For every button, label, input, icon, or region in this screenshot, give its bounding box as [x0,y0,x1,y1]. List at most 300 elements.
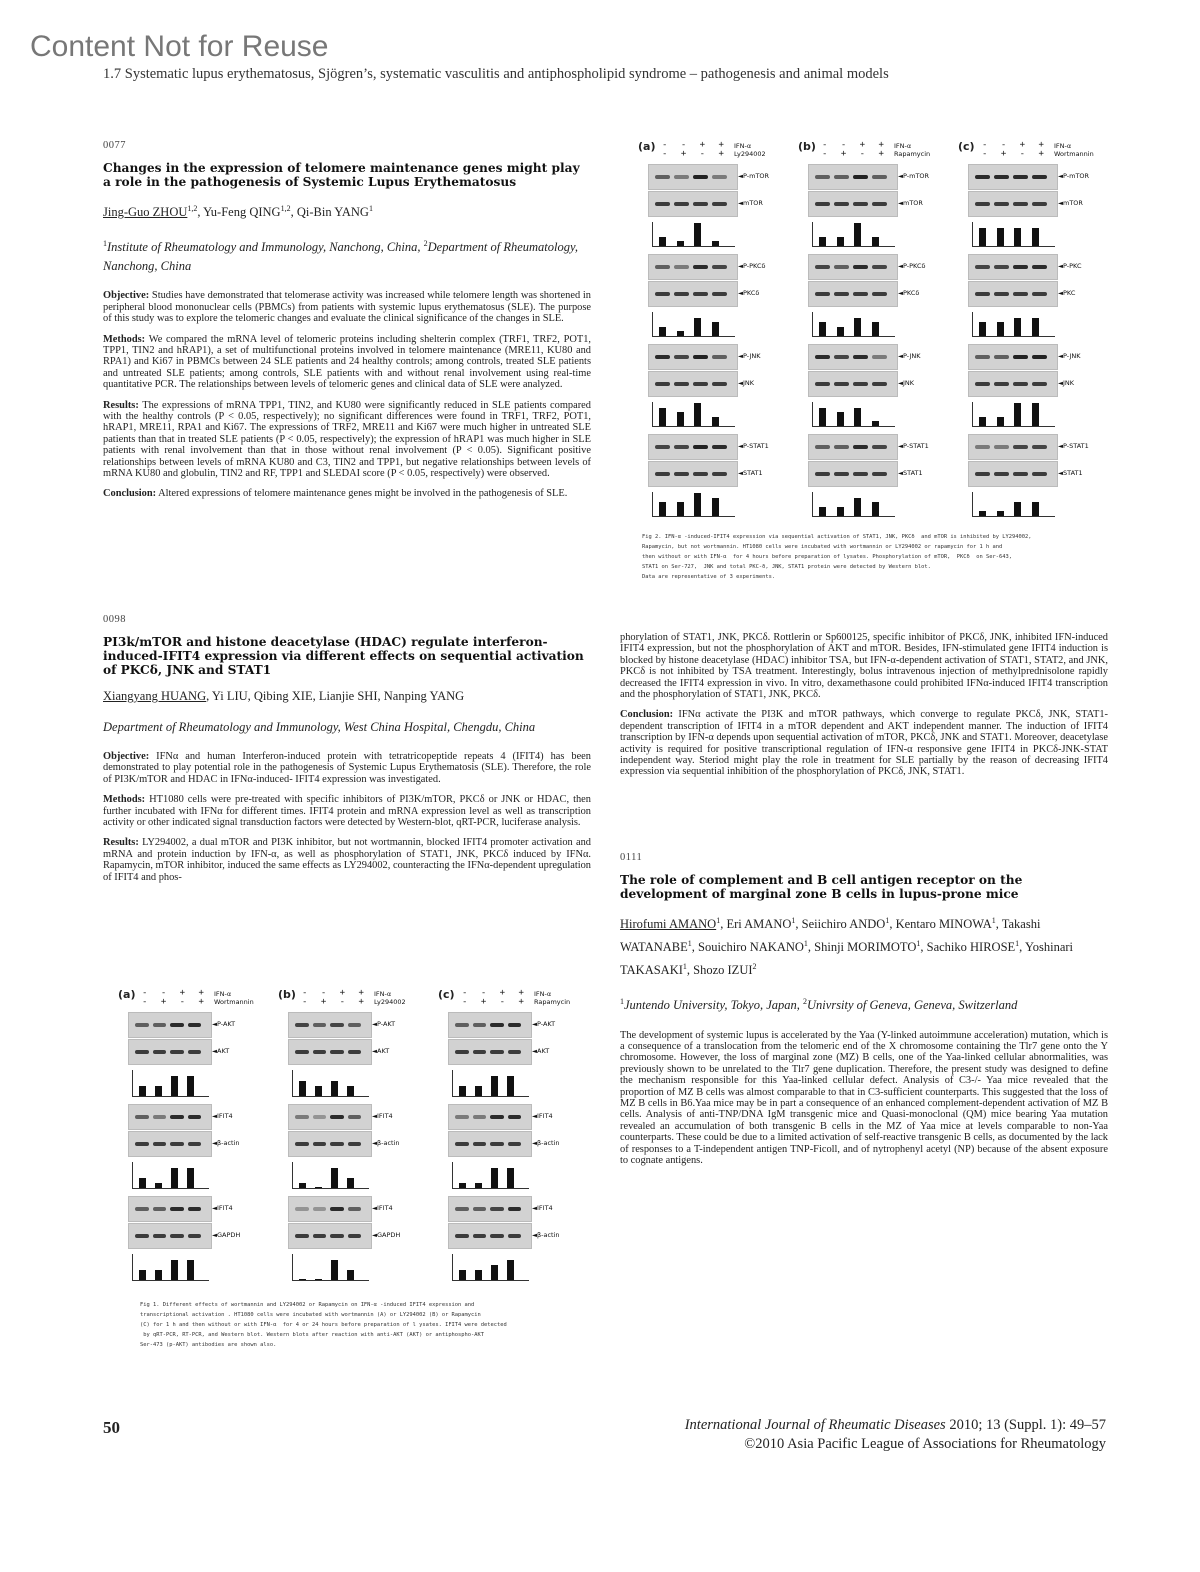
blot-band [188,1023,202,1027]
western-blot [448,1131,532,1157]
bar [475,1086,482,1096]
blot-band [170,1142,184,1146]
results-section: Results: LY294002, a dual mTOR and PI3K inhibitor, but not wortmannin, blocked IFIT4 promoter activation and mRNA and protein induction by IFN-α, as well as phosphorylation of STAT1, JNK, PKCδ induced by IFNα. Rapamycin, mTOR inhibitor, induced the same effects as LY294002, counteracting the IFNα-dependent upregulation of IFIT4 and phos- [103,837,591,883]
bar-plot [652,222,735,247]
western-blot [648,254,738,280]
blot-band [872,472,887,476]
blot-band [1032,202,1047,206]
treatment-label: IFN-α [894,142,912,150]
treatment-signs: - - + + [462,988,528,998]
blot-band [153,1234,167,1238]
blot-band [834,202,849,206]
blot-label: ◄STAT1 [738,469,763,477]
bar [1014,403,1021,426]
western-blot [448,1104,532,1130]
western-blot [648,461,738,487]
blot-band [135,1234,149,1238]
blot-band [674,472,689,476]
abstract-authors: Jing-Guo ZHOU$^{1,2}$, Yu-Feng QING$^{1,2}$, Qi-Bin YANG$^1$ [103,204,373,220]
blot-band [1032,175,1047,179]
blot-band [473,1234,487,1238]
bar [854,223,861,246]
bar [997,417,1004,426]
western-blot [968,164,1058,190]
blot-band [1032,382,1047,386]
blot-band [693,202,708,206]
western-blot [288,1012,372,1038]
bar [837,412,844,426]
blot-band [135,1207,149,1211]
bar [997,511,1004,516]
blot-band [490,1234,504,1238]
blot-band [330,1142,344,1146]
blot-label: ◄PKC [1058,289,1076,297]
panel-letter: (b) [278,988,296,1001]
western-blot [648,191,738,217]
blot-band [170,1234,184,1238]
abstract-affiliation: $^1$Juntendo University, Tokyo, Japan, $^2$Univrsity of Geneva, Geneva, Switzerland [620,997,1018,1013]
blot-label: ◄P-JNK [738,352,761,360]
blot-band [815,265,830,269]
blot-label: ◄JNK [738,379,755,387]
bar [677,412,684,426]
blot-band [153,1115,167,1119]
abstract-affiliation: $^1$Institute of Rheumatology and Immunology, Nanchong, China, $^2$Department of Rheumatology, Nanchong, China [103,239,578,274]
blot-band [655,292,670,296]
bar [659,408,666,426]
figure-2 [638,140,1108,590]
blot-label: ◄P-AKT [532,1020,556,1028]
blot-band [693,382,708,386]
bar [459,1270,466,1280]
blot-label: ◄IFIT4 [212,1112,233,1120]
abstract-id: 0098 [103,614,126,625]
blot-band [295,1115,309,1119]
running-header: 1.7 Systematic lupus erythematosus, Sjögren’s, systematic vasculitis and antiphospholipid syndrome – pathogenesis and animal models [103,66,889,82]
blot-band [693,175,708,179]
blot-band [655,265,670,269]
blot-band [490,1050,504,1054]
blot-band [1032,265,1047,269]
blot-band [975,202,990,206]
blot-band [1013,355,1028,359]
blot-band [693,472,708,476]
blot-band [330,1115,344,1119]
figure-1 [118,988,598,1288]
bar [854,408,861,426]
abstract-authors: Xiangyang HUANG, Yi LIU, Qibing XIE, Lianjie SHI, Nanping YANG [103,689,465,703]
blot-band [674,445,689,449]
abstract-title: PI3k/mTOR and histone deacetylase (HDAC) regulate interferon-induced-IFIT4 expression via different effects on sequential activation of PKCδ, JNK and STAT1 [103,635,584,677]
bar [187,1260,194,1280]
treatment-label: Rapamycin [894,150,931,158]
treatment-signs: - - + + [142,988,208,998]
blot-band [348,1207,362,1211]
blot-band [712,382,727,386]
blot-label: ◄GAPDH [372,1231,401,1239]
treatment-label: IFN-α [214,990,232,998]
abstract-0098-continued [620,632,1108,787]
blot-label: ◄P-mTOR [738,172,770,180]
blot-band [170,1023,184,1027]
bar [299,1081,306,1096]
blot-band [994,202,1009,206]
abstract-0111 [620,852,1108,1176]
blot-band [712,472,727,476]
blot-band [975,382,990,386]
western-blot [808,281,898,307]
blot-band [508,1234,522,1238]
blot-band [313,1234,327,1238]
blot-label: ◄IFIT4 [372,1204,393,1212]
blot-label: ◄P-PKCδ [738,262,766,270]
blot-band [1013,202,1028,206]
abstract-affiliation: Department of Rheumatology and Immunology, West China Hospital, Chengdu, China [103,720,536,734]
blot-band [975,265,990,269]
bar [854,318,861,336]
bar [997,322,1004,336]
blot-band [815,355,830,359]
blot-band [153,1050,167,1054]
western-blot [448,1196,532,1222]
blot-label: ◄IFIT4 [532,1112,553,1120]
blot-band [872,355,887,359]
blot-band [455,1023,469,1027]
blot-band [655,382,670,386]
bar [491,1168,498,1188]
blot-band [153,1023,167,1027]
blot-band [313,1207,327,1211]
blot-band [975,472,990,476]
blot-band [853,472,868,476]
blot-band [693,292,708,296]
treatment-label: Wortmannin [214,998,254,1006]
blot-label: ◄P-STAT1 [738,442,769,450]
bar [677,331,684,336]
bar [331,1168,338,1188]
blot-band [872,382,887,386]
blot-band [188,1050,202,1054]
blot-band [153,1142,167,1146]
bar-plot [652,492,735,517]
panel-letter: (a) [638,140,656,153]
treatment-label: Ly294002 [374,998,406,1006]
blot-band [655,355,670,359]
bar-plot [292,1162,369,1189]
blot-band [313,1142,327,1146]
blot-band [508,1115,522,1119]
bar [694,318,701,336]
blot-band [153,1207,167,1211]
blot-band [872,202,887,206]
blot-band [815,292,830,296]
western-blot [968,344,1058,370]
blot-band [1032,292,1047,296]
western-blot [808,434,898,460]
bar [694,493,701,516]
western-blot [128,1104,212,1130]
bar [171,1168,178,1188]
blot-band [853,445,868,449]
bar [331,1260,338,1280]
blot-band [712,175,727,179]
bar [187,1168,194,1188]
blot-label: ◄JNK [898,379,915,387]
bar [819,322,826,336]
western-blot [128,1012,212,1038]
bar [819,507,826,516]
blot-band [1032,472,1047,476]
bar [475,1270,482,1280]
western-blot [448,1223,532,1249]
blot-band [655,202,670,206]
blot-band [348,1142,362,1146]
blot-band [815,445,830,449]
blot-label: ◄AKT [532,1047,550,1055]
blot-band [348,1050,362,1054]
bar-plot [452,1162,529,1189]
blot-band [815,382,830,386]
bar [347,1086,354,1096]
bar [872,322,879,336]
blot-band [313,1023,327,1027]
blot-band [693,445,708,449]
bar [171,1076,178,1096]
abstract-title: Changes in the expression of telomere maintenance genes might play a role in the pathogenesis of Systemic Lupus Erythematosus [103,161,580,189]
blot-band [872,265,887,269]
blot-band [348,1115,362,1119]
bar [837,507,844,516]
blot-band [1032,355,1047,359]
bar [171,1260,178,1280]
blot-band [508,1207,522,1211]
bar [979,322,986,336]
blot-label: ◄AKT [212,1047,230,1055]
western-blot [648,344,738,370]
blot-band [330,1207,344,1211]
objective-section: Objective: IFNα and human Interferon-induced protein with tetratricopeptide repeats 4 (IFIT4) has been demonstrated to play potential role in the pathogenesis of Systemic Lupus Erythematosis (SLE). Therefore, the role of PI3K/mTOR and HDAC in IFNα-induced- IFIT4 expression was investigated. [103,751,591,785]
page-number: 50 [103,1418,120,1437]
blot-band [834,382,849,386]
treatment-signs: - + - + [462,997,528,1007]
panel-letter: (b) [798,140,816,153]
blot-band [473,1207,487,1211]
treatment-signs: - + - + [822,149,888,159]
blot-band [834,175,849,179]
blot-band [815,175,830,179]
blot-band [994,355,1009,359]
bar [187,1076,194,1096]
blot-band [994,265,1009,269]
bar [139,1086,146,1096]
western-blot [128,1223,212,1249]
blot-band [872,292,887,296]
blot-band [295,1142,309,1146]
blot-band [473,1023,487,1027]
bar-plot [292,1070,369,1097]
methods-section: Methods: HT1080 cells were pre-treated with specific inhibitors of PI3K/mTOR, PKCδ or JNK or HDAC, then further incubated with IFNα for different times. IFIT4 protein and mRNA expression level as well as transcription activity or other indicated signal transduction factors were detected by Western-blot, qRT-PCR, luciferase analysis. [103,794,591,829]
bar [459,1086,466,1096]
blot-label: ◄P-JNK [1058,352,1081,360]
western-blot [448,1039,532,1065]
blot-label: ◄P-AKT [372,1020,396,1028]
blot-label: ◄PKCδ [898,289,920,297]
blot-label: ◄β-actin [532,1139,560,1147]
bar [507,1168,514,1188]
bar [979,511,986,516]
bar-plot [812,312,895,337]
bar-plot [812,222,895,247]
bar-plot [972,312,1055,337]
bar [819,237,826,246]
blot-band [853,382,868,386]
western-blot [968,461,1058,487]
blot-label: ◄mTOR [738,199,763,207]
blot-band [313,1115,327,1119]
blot-band [170,1050,184,1054]
bar [155,1183,162,1188]
bar-plot [972,492,1055,517]
bar [491,1265,498,1280]
blot-label: ◄mTOR [1058,199,1083,207]
abstract-id: 0077 [103,140,126,151]
western-blot [968,281,1058,307]
western-blot [448,1012,532,1038]
western-blot [808,371,898,397]
blot-band [975,445,990,449]
blot-label: ◄P-JNK [898,352,921,360]
western-blot [288,1223,372,1249]
bar [347,1270,354,1280]
blot-label: ◄STAT1 [1058,469,1083,477]
treatment-signs: - + - + [142,997,208,1007]
western-blot [968,371,1058,397]
blot-band [490,1207,504,1211]
blot-band [674,382,689,386]
treatment-signs: - + - + [302,997,368,1007]
bar [299,1279,306,1280]
blot-label: ◄β-actin [372,1139,400,1147]
blot-label: ◄P-AKT [212,1020,236,1028]
blot-band [815,202,830,206]
bar [659,237,666,246]
western-blot [968,434,1058,460]
abstract-authors: Hirofumi AMANO$^1$, Eri AMANO$^1$, Seiichiro ANDO$^1$, Kentaro MINOWA$^1$, Takashi WATANABE$^1$, Souichiro NAKANO$^1$, Shinji MORIMOTO$^1$, Sachiko HIROSE$^1$, Yoshinari TAKASAKI$^1$, Shozo IZUI$^2$ [620,916,1074,978]
blot-band [188,1115,202,1119]
blot-label: ◄STAT1 [898,469,923,477]
blot-band [313,1050,327,1054]
treatment-signs: - - + + [662,140,728,150]
blot-label: ◄P-mTOR [898,172,930,180]
bar [491,1076,498,1096]
blot-band [348,1023,362,1027]
blot-band [135,1023,149,1027]
blot-label: ◄P-STAT1 [1058,442,1089,450]
bar [331,1081,338,1096]
blot-label: ◄P-STAT1 [898,442,929,450]
bar-plot [652,402,735,427]
blot-band [330,1023,344,1027]
bar-plot [972,402,1055,427]
bar [1032,502,1039,516]
abstract-title: The role of complement and B cell antigen receptor on the development of marginal zone B cells in lupus-prone mice [620,873,1023,901]
blot-band [348,1234,362,1238]
blot-band [975,355,990,359]
blot-band [853,202,868,206]
bar [677,502,684,516]
western-blot [968,191,1058,217]
bar-plot [812,402,895,427]
blot-band [674,355,689,359]
blot-band [674,202,689,206]
treatment-signs: - - + + [302,988,368,998]
bar [694,403,701,426]
blot-label: ◄IFIT4 [532,1204,553,1212]
blot-band [455,1142,469,1146]
bar [872,502,879,516]
abstract-body: The development of systemic lupus is accelerated by the Yaa (Y-linked autoimmune acceleration) mutation, which is a consequence of a translocation from the telomeric end of the X chromosome containing the Tlr7 gene onto the Y chromosome. However, the loss of marginal zone (MZ) B cells, one of the Yaa-linked cellular abnormalities, was previously shown to be unrelated to the Tlr7 gene duplication. Therefore, the present study was designed to define the mechanism responsible for this Yaa-linked cellular defect. Analysis of C3-/- Yaa mice revealed that the proportion of MZ B cells was almost comparable to that in C3-sufficient counterparts. This suggested that the loss of MZ B cells in B6.Yaa mice may be in part a consequence of an enhanced complement-dependent activation of MZ B cells. Analysis of anti-TNP/DNA IgM transgenic mice and Quasi-monoclonal (QM) mice bearing Yaa mutation revealed an accumulation of both transgenic B cells in the MZ of Yaa mice at levels comparable to non-Yaa counterparts. These could be due to a limited activation of self-reactive transgenic B cells, as documented by the lack of responses to a T-independent antigen TNP-Ficoll, and of nytrophenyl acetyl (NP) because of the absent exposure to cognate antigens. [620,1029,1108,1167]
blot-band [1013,292,1028,296]
blot-band [975,292,990,296]
blot-label: ◄P-mTOR [1058,172,1090,180]
blot-band [473,1142,487,1146]
journal-footer: International Journal of Rheumatic Diseases 2010; 13 (Suppl. 1): 49–57 ©2010 Asia Pacific League of Associations for Rheumatology [684,1417,1106,1452]
treatment-label: IFN-α [534,990,552,998]
western-blot [808,254,898,280]
blot-band [994,382,1009,386]
bar [1032,228,1039,246]
bar [155,1086,162,1096]
bar [475,1183,482,1188]
western-blot [288,1104,372,1130]
blot-band [455,1115,469,1119]
blot-band [853,355,868,359]
western-blot [968,254,1058,280]
treatment-signs: - + - + [982,149,1048,159]
blot-band [1013,175,1028,179]
bar-plot [292,1254,369,1281]
blot-band [188,1142,202,1146]
blot-band [674,265,689,269]
western-blot [648,371,738,397]
treatment-label: Wortmannin [1054,150,1094,158]
bar [694,223,701,246]
blot-label: ◄PKCδ [738,289,760,297]
bar [1032,403,1039,426]
bar [139,1270,146,1280]
blot-label: ◄β-actin [212,1139,240,1147]
bar-plot [132,1162,209,1189]
bar [315,1086,322,1096]
panel-letter: (c) [958,140,975,153]
blot-band [994,175,1009,179]
western-blot [808,191,898,217]
blot-label: ◄P-PKCδ [898,262,926,270]
bar [659,502,666,516]
bar [837,327,844,336]
bar [712,498,719,516]
blot-band [1013,472,1028,476]
blot-band [834,292,849,296]
blot-band [674,175,689,179]
blot-band [170,1115,184,1119]
bar [459,1183,466,1188]
treatment-label: IFN-α [374,990,392,998]
blot-band [508,1142,522,1146]
bar [299,1183,306,1188]
methods-section: Methods: We compared the mRNA level of telomeric proteins including shelterin complex (TRF1, TRF2, POT1, TPP1, TIN2 and hRAP1), a set of multifunctional proteins involved in telomere maintenance (MRE11, KU80 and RPA1) and Ki67 in PBMCs between 24 SLE patients and 24 healthy controls; among controls, treated SLE patients and untreated SLE patients; among controls, SLE patients with and without renal involvement using real-time quantitative PCR. The relationships between levels of telomeric genes and clinical data of SLE were analyzed. [103,333,591,391]
blot-band [853,265,868,269]
